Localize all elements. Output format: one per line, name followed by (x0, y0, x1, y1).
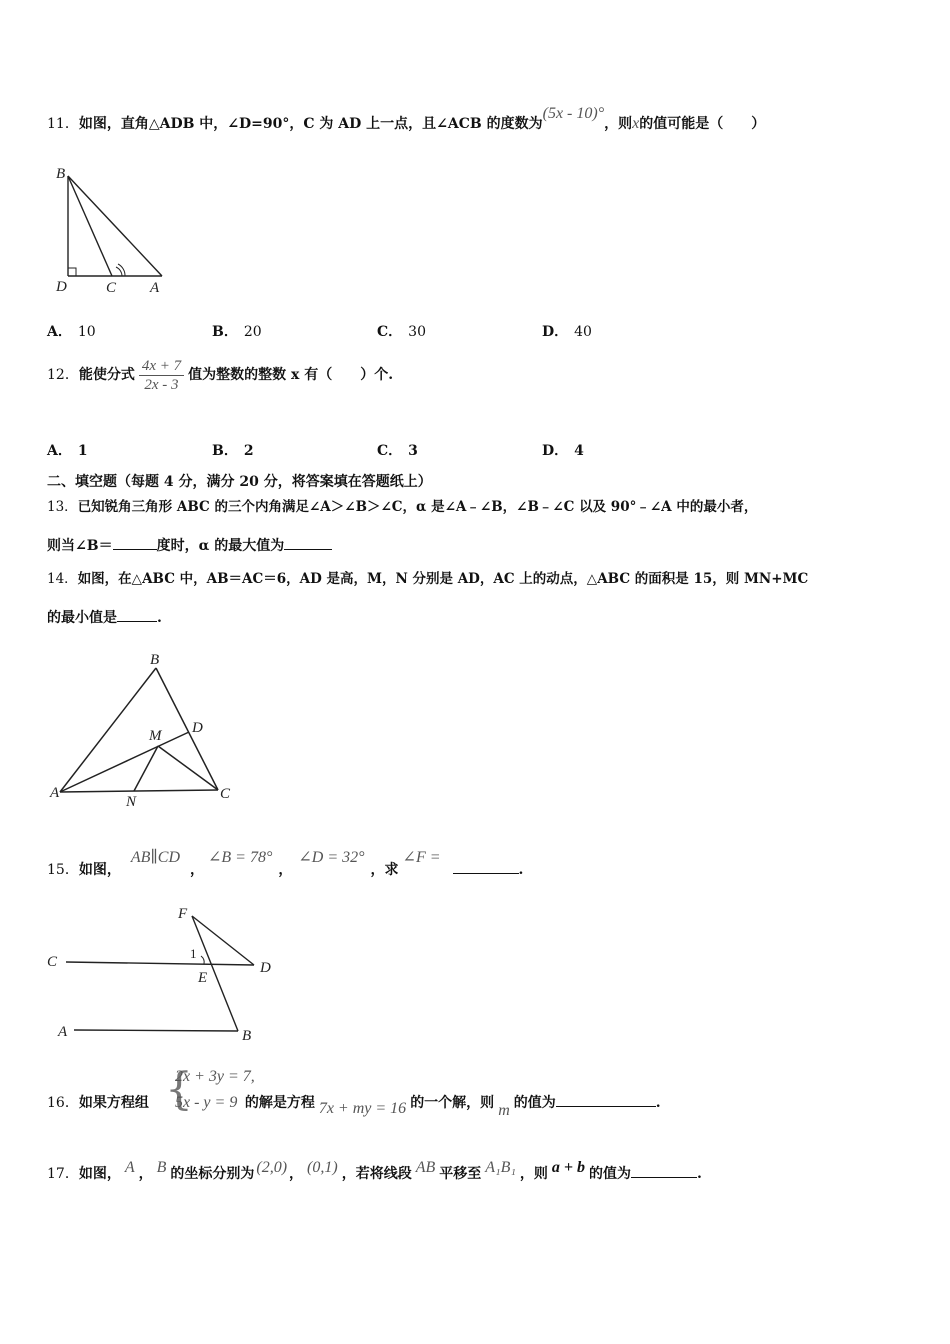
q12-option-d[interactable]: D． 4 (542, 443, 584, 459)
q15-label-E: E (198, 970, 208, 986)
q13-blank-2[interactable] (284, 535, 332, 550)
q14-label-D: D (192, 720, 203, 736)
q15-number: 15． (47, 862, 79, 878)
q12-option-a[interactable]: A． 1 (47, 443, 88, 459)
q14-label-N: N (126, 794, 137, 808)
q16-number: 16． (47, 1095, 79, 1111)
q11-label-A: A (150, 280, 160, 296)
q13-blank-1[interactable] (113, 535, 157, 550)
q11-option-c[interactable]: C． 30 (377, 324, 426, 340)
q14-line1: 14．如图，在△ABC 中，AB＝AC＝6，AD 是高，M，N 分别是 AD，AC 上的动点，△ABC 的面积是 15，则 MN+MC (47, 571, 809, 587)
q14-label-M: M (149, 728, 162, 744)
q14-label-C: C (220, 786, 231, 802)
q16-equation-1: 2x + 3y = 7, (175, 1068, 255, 1085)
q16-blank[interactable] (556, 1092, 656, 1107)
q14-line2: 的最小值是 . (47, 607, 162, 628)
q12-option-c[interactable]: C． 3 (377, 443, 418, 459)
q12-number: 12． (47, 367, 79, 383)
q11-figure (50, 162, 180, 297)
q17-blank[interactable] (631, 1163, 697, 1178)
q11-label-D: D (56, 279, 67, 295)
q11-variable: x (632, 115, 640, 132)
q15-label-D: D (260, 960, 271, 976)
q15-label-A: A (58, 1024, 68, 1040)
q17-stem: 17．如图， A ， B 的坐标分别为 (2,0) ， (0,1) ，若将线段 AB 平移至 A₁B₁ ，则 a + b 的值为 . (47, 1159, 702, 1182)
q13-number: 13． (47, 499, 78, 515)
q11-option-d[interactable]: D． 40 (542, 324, 592, 340)
q15-figure (40, 900, 280, 1045)
q11-label-B: B (56, 166, 66, 182)
q15-blank[interactable] (453, 859, 519, 874)
q15-label-1: 1 (190, 946, 197, 961)
q13-line1: 13．已知锐角三角形 ABC 的三个内角满足∠A＞∠B＞∠C，α 是∠A﹣∠B，∠B﹣∠C 以及 90°﹣∠A 中的最小者， (47, 499, 758, 515)
q13-line2: 则当∠B＝ 度时，α 的最大值为 (47, 535, 332, 556)
q11-angle-expr: (5x - 10)° (542, 105, 605, 122)
q14-figure (46, 648, 246, 808)
q15-stem: 15．如图，AB∥CD，∠B = 78°，∠D = 32°，求∠F =. (47, 849, 524, 878)
q16-equation-system: { 2x + 3y = 7, 5x - y = 9 (165, 1064, 255, 1115)
q15-label-C: C (47, 954, 58, 970)
q14-label-A: A (50, 785, 60, 801)
q14-number: 14． (47, 571, 78, 587)
q12-option-b[interactable]: B． 2 (212, 443, 254, 459)
q14-blank[interactable] (117, 607, 157, 622)
section-title-fill-in: 二、填空题（每题 4 分，满分 20 分，将答案填在答题纸上） (47, 474, 432, 490)
q16-equation-2: 5x - y = 9 (175, 1094, 238, 1111)
q12-stem: 12．能使分式 $\frac{4x + 7}{2x - 3}$ 值为整数的整数 x 有（ ）个. (47, 357, 394, 393)
q11-option-b[interactable]: B． 20 (212, 324, 262, 340)
q16-stem: 16．如果方程组 的解是方程 7x + my = 16 的一个解，则 m 的值为 . (47, 1092, 661, 1113)
q14-label-B: B (150, 652, 160, 668)
q11-label-C: C (106, 280, 117, 296)
q11-option-a[interactable]: A． 10 (47, 324, 96, 340)
q11-stem: 11．如图，直角△ADB 中，∠D=90°，C 为 AD 上一点，且∠ACB 的度数为(5x - 10)°，则x的值可能是（ ） (47, 105, 766, 132)
q15-label-F: F (178, 906, 188, 922)
q11-number: 11． (47, 116, 79, 132)
q15-label-B: B (242, 1028, 252, 1044)
q17-number: 17． (47, 1166, 79, 1182)
q12-fraction: $\frac{4x + 7}{2x - 3}$ (139, 357, 184, 394)
